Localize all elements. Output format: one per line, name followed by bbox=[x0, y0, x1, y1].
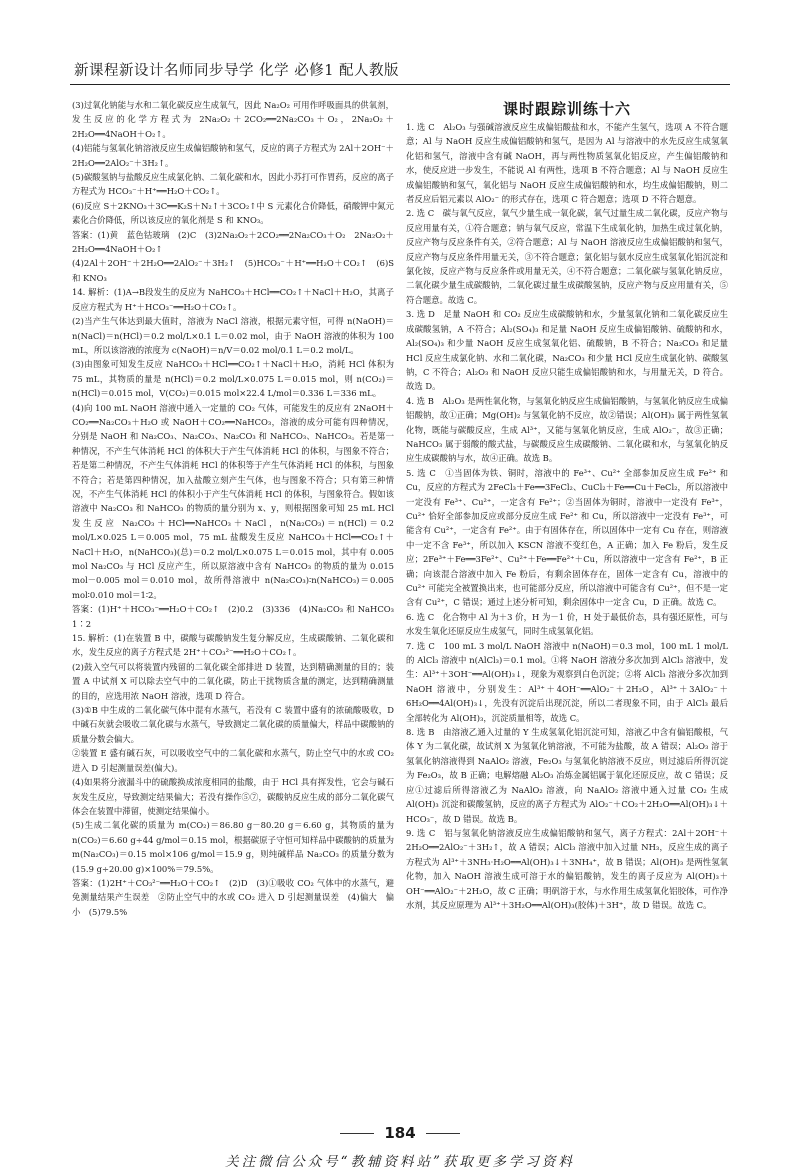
answer-item-6: 6. 选 C 化合物中 Al 为＋3 价，H 为－1 价，H 处于最低价态，具有强还原性，可与水发生氧化还原反应生成氢气，同时生成氢氧化铝。 bbox=[406, 611, 728, 637]
section-title: 课时跟踪训练十六 bbox=[502, 100, 631, 118]
paragraph: (5)生成二氧化碳的质量为 m(CO₂)＝86.80 g－80.20 g＝6.60 g，其物质的量为 n(CO₂)＝6.60 g÷44 g/mol＝0.15 mol，根据碳原子守恒可知样品中碳酸钠的质量为 m(Na₂CO₃)＝0.15 mol×106 g/mol＝15.9 g，则纯碱样品 Na₂CO₃ 的质量分数为(15.9 g÷20.00 g)×100%＝79.5%。 bbox=[72, 820, 394, 874]
divider bbox=[340, 1133, 374, 1134]
header-title: 新课程新设计名师同步导学 化学 必修1 配人教版 bbox=[74, 63, 400, 79]
answer-item-7: 7. 选 C 100 mL 3 mol/L NaOH 溶液中 n(NaOH)＝0.3 mol，100 mL 1 mol/L 的 AlCl₃ 溶液中 n(AlCl₃)＝0.1 mol。①将 NaOH 溶液分多次加到 AlCl₃ 溶液中，发生：Al³⁺＋3OH⁻══Al(OH)₃↓，现象为观察到白色沉淀；②将 AlCl₃ 溶液分多次加到 NaOH 溶液中，分别发生：Al³⁺＋4OH⁻══AlO₂⁻＋2H₂O，Al³⁺＋3AlO₂⁻＋6H₂O══4Al(OH)₃↓，先没有沉淀后出现沉淀，所以二者现象不同，由于 AlCl₃ 最后全部转化为 Al(OH)₃，沉淀质量相等，故选 C。 bbox=[406, 640, 728, 723]
left-column bbox=[72, 98, 403, 1128]
answer-line: 答案：(1)2H⁺＋CO₃²⁻══H₂O＋CO₂↑ (2)D (3)①吸收 CO₂ 气体中的水蒸气，避免测量结果产生误差 ②防止空气中的水或 CO₂ 进入 D 引起测量误差 (4)偏大 偏小 (5)79.5% bbox=[72, 877, 394, 917]
answer-item-2: 2. 选 C 碳与氧气反应，氧气少量生成一氧化碳，氧气过量生成二氧化碳，反应产物与反应用量有关，①符合题意；钠与氧气反应，常温下生成氧化钠，加热生成过氧化钠，反应产物与反应条件有关，②符合题意；Al 与 NaOH 溶液反应生成偏铝酸钠和氢气，反应产物与反应条件用量无关，③不符合题意；氯化铝与氨水反应生成氢氧化铝沉淀和氯化铵，反应产物与反应条件或用量无关，④不符合题意；二氧化碳与氢氧化钠反应，二氧化碳少量生成碳酸钠，二氧化碳过量生成碳酸氢钠，反应产物与反应用量有关，⑤符合题意。故选 C。 bbox=[406, 208, 728, 305]
answer-line: (4)2Al＋2OH⁻＋2H₂O══2AlO₂⁻＋3H₂↑ (5)HCO₃⁻＋H⁺══H₂O＋CO₂↑ (6)S和 KNO₃ bbox=[72, 258, 394, 283]
paragraph: (3)由图象可知发生反应 NaHCO₃＋HCl══CO₂↑＋NaCl＋H₂O，消耗 HCl 体积为 75 mL，其物质的量是 n(HCl)＝0.2 mol/L×0.075 L＝0.015 mol，则 n(CO₂)＝n(HCl)＝0.015 mol，V(CO₂)＝0.015 mol×22.4 L/mol＝0.336 L＝336 mL。 bbox=[72, 359, 394, 399]
paragraph: ②装置 E 盛有碱石灰，可以吸收空气中的二氧化碳和水蒸气，防止空气中的水或 CO₂ 进入 D 引起测量误差(偏大)。 bbox=[72, 748, 394, 773]
page-number: 184 bbox=[384, 1124, 416, 1142]
footer-note: 关注微信公众号“教辅资料站”获取更多学习资料 bbox=[225, 1154, 575, 1170]
question-15-analysis: 15. 解析：(1)在装置 B 中，碳酸与碳酸钠发生复分解反应，生成碳酸钠、二氧化碳和水，发生反应的离子方程式是 2H⁺＋CO₃²⁻══H₂O＋CO₂↑。 bbox=[72, 633, 394, 658]
answer-item-8: 8. 选 B 由溶液乙通入过量的 Y 生成氢氧化铝沉淀可知，溶液乙中含有偏铝酸根，气体 Y 为二氧化碳，故试剂 X 为氢氧化钠溶液，不可能为盐酸，故 A 错误；Al₂O₃ 溶于氢氧化钠溶液得到 NaAlO₂ 溶液，Fe₂O₃ 与氢氧化钠溶液不反应，则过滤后所得沉淀为 Fe₂O₃，故 B 正确；电解熔融 Al₂O₃ 冶炼金属铝属于氧化还原反应，故 C 错误；反应①过滤后所得溶液乙为 NaAlO₂ 溶液，向 NaAlO₂ 溶液中通入过量 CO₂ 生成 Al(OH)₃ 沉淀和碳酸氢钠，反应的离子方程式为 AlO₂⁻＋CO₂＋2H₂O══Al(OH)₃↓＋HCO₃⁻，故 D 错误。故选 B。 bbox=[406, 727, 728, 824]
paragraph: (4)向 100 mL NaOH 溶液中通入一定量的 CO₂ 气体，可能发生的反应有 2NaOH＋CO₂══Na₂CO₃＋H₂O 或 NaOH＋CO₂══NaHCO₃，溶液的成分可能有四种情况，分别是 NaOH 和 Na₂CO₃、Na₂CO₃、Na₂CO₃ 和 NaHCO₃、NaHCO₃。若是第一种情况，不产生气体消耗 HCl 的体积大于产生气体消耗 HCl 的体积，与图象不符合；若是第二种情况，不产生气体消耗 HCl 的体积等于产生气体消耗 HCl 的体积，与图象不符合；若是第四种情况，加入盐酸立刻产生气体，也与图象不符合；只有第三种情况，不产生气体消耗 HCl 的体积小于产生气体消耗 HCl 的体积，与图象符合。假如该溶液中 Na₂CO₃ 和 NaHCO₃ 的物质的量分别为 x、y，则根据图象可知 25 mL HCl 发生反应 Na₂CO₃＋HCl══NaHCO₃＋NaCl，n(Na₂CO₃)＝n(HCl)＝0.2 mol/L×0.025 L＝0.005 mol，75 mL 盐酸发生反应 NaHCO₃＋HCl══CO₂↑＋NaCl＋H₂O，n(NaHCO₃)(总)＝0.2 mol/L×0.075 L＝0.015 mol，其中有 0.005 mol Na₂CO₃ 与 HCl 反应产生，所以原溶液中含有 NaHCO₃ 的物质的量为 0.015 mol－0.005 mol＝0.010 mol，故所得溶液中 n(Na₂CO₃)∶n(NaHCO₃)＝0.005 mol∶0.010 mol＝1∶2。 bbox=[72, 402, 394, 600]
paragraph: (5)碳酸氢钠与盐酸反应生成氯化钠、二氧化碳和水，因此小苏打可作胃药，反应的离子方程式为 HCO₃⁻＋H⁺══H₂O＋CO₂↑。 bbox=[72, 172, 394, 197]
answer-item-1: 1. 选 C Al₂O₃ 与强碱溶液反应生成偏铝酸盐和水，不能产生氢气，选项 A 不符合题意；Al 与 NaOH 反应生成偏铝酸钠和氢气，是因为 Al 与溶液中的水先反应生成氢氧化铝和氢气，溶液中含有碱 NaOH，再与两性物质氢氧化铝反应，产生偏铝酸钠和水，使反应进一步发生，不能说 Al 有两性，选项 B 不符合题意；Al 与 NaOH 反应生成偏铝酸钠和氢气，氧化铝与 NaOH 反应生成偏铝酸钠和水，均生成偏铝酸钠，则二者反应后铝元素以 AlO₂⁻ 的形式存在，选项 C 符合题意；选项 D 不符合题意。 bbox=[406, 122, 728, 205]
paragraph: (3)过氧化钠能与水和二氧化碳反应生成氧气，因此 Na₂O₂ 可用作呼吸面具的供氧剂，发生反应的化学方程式为 2Na₂O₂＋2CO₂══2Na₂CO₃＋O₂，2Na₂O₂＋2H₂O══4NaOH＋O₂↑。 bbox=[72, 100, 394, 139]
answer-item-5: 5. 选 C ①当固体为铁、铜时，溶液中的 Fe³⁺、Cu²⁺ 全部参加反应生成 Fe²⁺ 和 Cu，反应的方程式为 2FeCl₃＋Fe══3FeCl₂、CuCl₂＋Fe══Cu＋FeCl₂，所以溶液中一定没有 Fe³⁺、Cu²⁺，一定含有 Fe²⁺；②当固体为铜时，溶液中一定没有 Fe³⁺，Cu²⁺ 恰好全部参加反应或部分反应生成 Fe²⁺ 和 Cu，所以溶液中一定没有 Fe³⁺，可能含有 Cu²⁺，一定含有 Fe²⁺。由于有固体存在，所以固体中一定有 Cu 存在，则溶液中一定不含 Fe³⁺，所以加入 KSCN 溶液不变红色，A 正确；加入 Fe 粉后，发生反应；2Fe³⁺＋Fe══3Fe²⁺、Cu²⁺＋Fe══Fe²⁺＋Cu，所以溶液中一定含有 Fe²⁺，B 正确；向该混合溶液中加入 Fe 粉后，有剩余固体存在，固体一定含有 Cu，溶液中的 Cu²⁺ 可能完全被置换出来，也可能部分反应，所以溶液中可能含有 Cu²⁺，但不是一定含有 Cu²⁺，C 错误；通过上述分析可知，剩余固体中一定含 Cu，D 正确。故选 C。 bbox=[406, 467, 728, 608]
answer-line: 答案：(1)黄 蓝色钴玻璃 (2)C (3)2Na₂O₂＋2CO₂══2Na₂CO₃＋O₂ 2Na₂O₂＋2H₂O══4NaOH＋O₂↑ bbox=[72, 229, 394, 255]
paragraph: (4)铝能与氢氧化钠溶液反应生成偏铝酸钠和氢气，反应的离子方程式为 2Al＋2OH⁻＋2H₂O══2AlO₂⁻＋3H₂↑。 bbox=[72, 143, 394, 168]
page-header bbox=[70, 58, 730, 85]
answer-item-9: 9. 选 C 铝与氢氧化钠溶液反应生成偏铝酸钠和氢气，离子方程式：2Al＋2OH⁻＋2H₂O══2AlO₂⁻＋3H₂↑，故 A 错误；AlCl₃ 溶液中加入过量 NH₃，反应生成的离子方程式为 Al³⁺＋3NH₃·H₂O══Al(OH)₃↓＋3NH₄⁺，故 B 错误；Al(OH)₃ 是两性氢氧化物，加入 NaOH 溶液生成可溶于水的偏铝酸钠，发生的离子反应为 Al(OH)₃＋OH⁻══AlO₂⁻＋2H₂O，故 C 正确；明矾溶于水，与水作用生成氢氧化铝胶体，可作净水剂，其反应原理为 Al³⁺＋3H₂O══Al(OH)₃(胶体)＋3H⁺，故 D 错误。故选 C。 bbox=[406, 827, 728, 910]
paragraph: (4)如果将分液漏斗中的硫酸换成浓度相同的盐酸，由于 HCl 具有挥发性，它会与碱石灰发生反应，导致测定结果偏大；若没有操作⑤⑦，碳酸钠反应生成的部分二氧化碳气体会在装置中滞留，使测定结果偏小。 bbox=[72, 777, 394, 816]
answer-line: 答案：(1)H⁺＋HCO₃⁻══H₂O＋CO₂↑ (2)0.2 (3)336 (4)Na₂CO₃ 和 NaHCO₃ 1∶2 bbox=[72, 604, 403, 629]
paragraph: (3)①B 中生成的二氧化碳气体中混有水蒸气，若没有 C 装置中盛有的浓硫酸吸收，D 中碱石灰就会吸收二氧化碳与水蒸气，导致测定二氧化碳的质量偏大，样品中碳酸钠的质量分数会偏大。 bbox=[72, 705, 394, 744]
answer-item-3: 3. 选 D 足量 NaOH 和 CO₂ 反应生成碳酸钠和水，少量氢氧化钠和二氧化碳反应生成碳酸氢钠，A 不符合；Al₂(SO₄)₃ 和足量 NaOH 反应生成偏铝酸钠、硫酸钠和水，Al₂(SO₄)₃ 和少量 NaOH 反应生成氢氧化铝、硫酸钠，B 不符合；Na₂CO₃ 和足量 HCl 反应生成氯化钠、水和二氧化碳，Na₂CO₃ 和少量 HCl 反应生成氯化钠、碳酸氢钠，C 不符合；Al₂O₃ 和 NaOH 反应只能生成偏铝酸钠和水，与用量无关，D 符合。故选 D。 bbox=[406, 309, 728, 392]
paragraph: (2)当产生气体达到最大值时，溶液为 NaCl 溶液，根据元素守恒，可得 n(NaOH)＝n(NaCl)＝n(HCl)＝0.2 mol/L×0.1 L＝0.02 mol，由于 NaOH 溶液的体积为 100 mL，所以该溶液的浓度为 c(NaOH)＝n/V＝0.02 mol/0.1 L＝0.2 mol/L。 bbox=[72, 316, 394, 355]
divider bbox=[426, 1133, 460, 1134]
right-column bbox=[406, 98, 728, 1128]
page-number-area bbox=[0, 1124, 800, 1142]
paragraph: (2)鼓入空气可以将装置内残留的二氧化碳全部排进 D 装置，达到精确测量的目的；装置 A 中试剂 X 可以除去空气中的二氧化碳，防止干扰物质含量的测定，达到精确测量的目的，应选用浓 NaOH 溶液，选项 D 符合。 bbox=[72, 661, 394, 701]
question-14-analysis: 14. 解析：(1)A→B段发生的反应为 NaHCO₃＋HCl══CO₂↑＋NaCl＋H₂O，其离子反应方程式为 H⁺＋HCO₃⁻══H₂O＋CO₂↑。 bbox=[72, 287, 394, 312]
answer-item-4: 4. 选 B Al₂O₃ 是两性氧化物，与氢氧化钠反应生成偏铝酸钠，与氢氧化钠反应生成偏铝酸钠，故①正确；Mg(OH)₂ 与氢氧化钠不反应，故②错误；Al(OH)₃ 属于两性氢氧化物，既能与碳酸反应，生成 Al³⁺，又能与氢氧化钠反应，生成 AlO₂⁻，故③正确；NaHCO₃ 属于弱酸的酸式盐，与碳酸反应生成碳酸钠、二氧化碳和水，与氢氧化钠反应生成碳酸钠与水，故④正确。故选 B。 bbox=[406, 395, 728, 464]
paragraph: (6)反应 S＋2KNO₃＋3C══K₂S＋N₂↑＋3CO₂↑中 S 元素化合价降低，硝酸钾中氮元素化合价降低，所以该反应的氧化剂是 S 和 KNO₃。 bbox=[72, 200, 394, 226]
